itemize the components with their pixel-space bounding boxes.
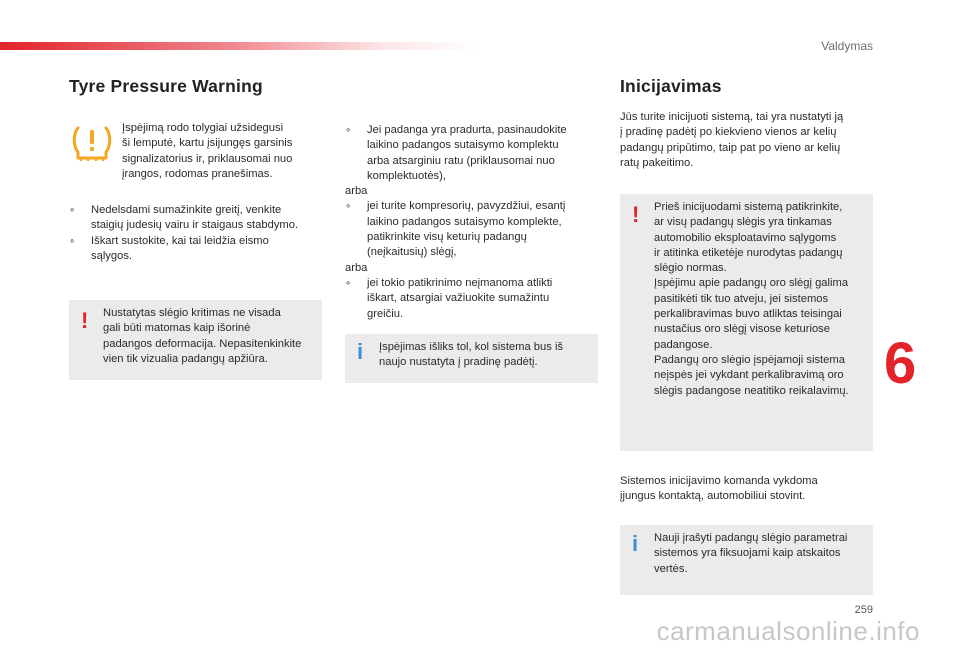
right-warning-note: ! Prieš inicijuodami sistemą patikrinkite, ar visų padangų slėgis yra tinkamas automobilio eksploatavimo sąlygoms ir atitinka etiketėje nurodytas padangų slėgio normas. Įspėjimu apie padangų oro slėgį galima pasitikėti tik tuo atveju, jei sistemos perkalibravimas buvo atliktas teisingai nustačius oro slėgį visose keturiose padangose. Padangų oro slėgio įspėjamoji sistema neįspės jei vykdant perkalibravimą oro slėgis padangose neatitiko reikalavimų. — [620, 194, 873, 451]
list-item: ∘ jei turite kompresorių, pavyzdžiui, esantį laikino padangos sutaisymo komplekte, patikrinkite visų keturių padangų (neįkaitusių) slėgį, — [345, 200, 566, 259]
bullet-icon: ∘ — [345, 277, 352, 289]
info-icon: i — [357, 339, 364, 364]
exclamation-icon: ! — [81, 308, 89, 333]
info-icon: i — [632, 531, 639, 556]
exclamation-icon: ! — [632, 202, 640, 227]
bullet-icon: ∘ — [345, 201, 352, 213]
watermark: carmanualsonline.info — [656, 616, 920, 646]
right-section-title: Inicijavimas — [620, 76, 722, 96]
header-accent-bar — [0, 42, 480, 50]
or-separator: arba — [345, 185, 368, 198]
chapter-number: 6 — [884, 331, 917, 396]
or-separator: arba — [345, 261, 368, 274]
list-item: ∘ Jei padanga yra pradurta, pasinaudokite laikino padangos sutaisymo komplektu arba atsarginiu ratu (priklausomai nuo komplektuotės), — [345, 124, 567, 182]
tyre-pressure-warning-icon — [72, 124, 112, 162]
list-item: ∘ Iškart sustokite, kai tai leidžia eismo sąlygos. — [69, 234, 269, 262]
left-section-title: Tyre Pressure Warning — [69, 76, 263, 96]
middle-info-note: i Įspėjimas išliks tol, kol sistema bus iš naujo nustatyta į pradinę padėtį. — [345, 334, 598, 383]
right-intro-text: Jūs turite inicijuoti sistemą, tai yra nustatyti ją į pradinę padėtį po kiekvieno vienos ar kelių padangų pripūtimo, taip pat po vieno ar kelių ratų pakeitimo. — [620, 111, 844, 169]
page-number: 259 — [854, 604, 873, 616]
bullet-icon: ∘ — [69, 235, 76, 247]
left-intro-text: Įspėjimą rodo tolygiai užsidegusi ši lemputė, kartu įsijungęs garsinis signalizatorius ir, priklausomai nuo įrangos, rodomas pranešimas. — [122, 122, 293, 180]
middle-instructions — [345, 123, 567, 322]
section-label: Valdymas — [821, 39, 873, 53]
left-warning-note: ! Nustatytas slėgio kritimas ne visada gali būti matomas kaip išorinė padangos deformacija. Nepasitenkinkite vien tik vizualia padangų apžiūra. — [69, 300, 322, 380]
bullet-icon: ∘ — [345, 125, 352, 136]
bullet-icon: ∘ — [69, 205, 76, 216]
list-item: ∘ jei tokio patikrinimo neįmanoma atlikti iškart, atsargiai važiuokite sumažintu greičiu. — [345, 276, 553, 320]
right-info-note: i Nauji įrašyti padangų slėgio parametrai sistemos yra fiksuojami kaip atskaitos vertės. — [620, 525, 873, 595]
list-item: ∘ Nedelsdami sumažinkite greitį, venkite staigių judesių vairu ir staigaus stabdymo. — [69, 204, 299, 232]
right-command-text: Sistemos inicijavimo komanda vykdoma įjungus kontaktą, automobiliui stovint. — [620, 475, 818, 503]
left-bullet-list — [69, 203, 298, 264]
